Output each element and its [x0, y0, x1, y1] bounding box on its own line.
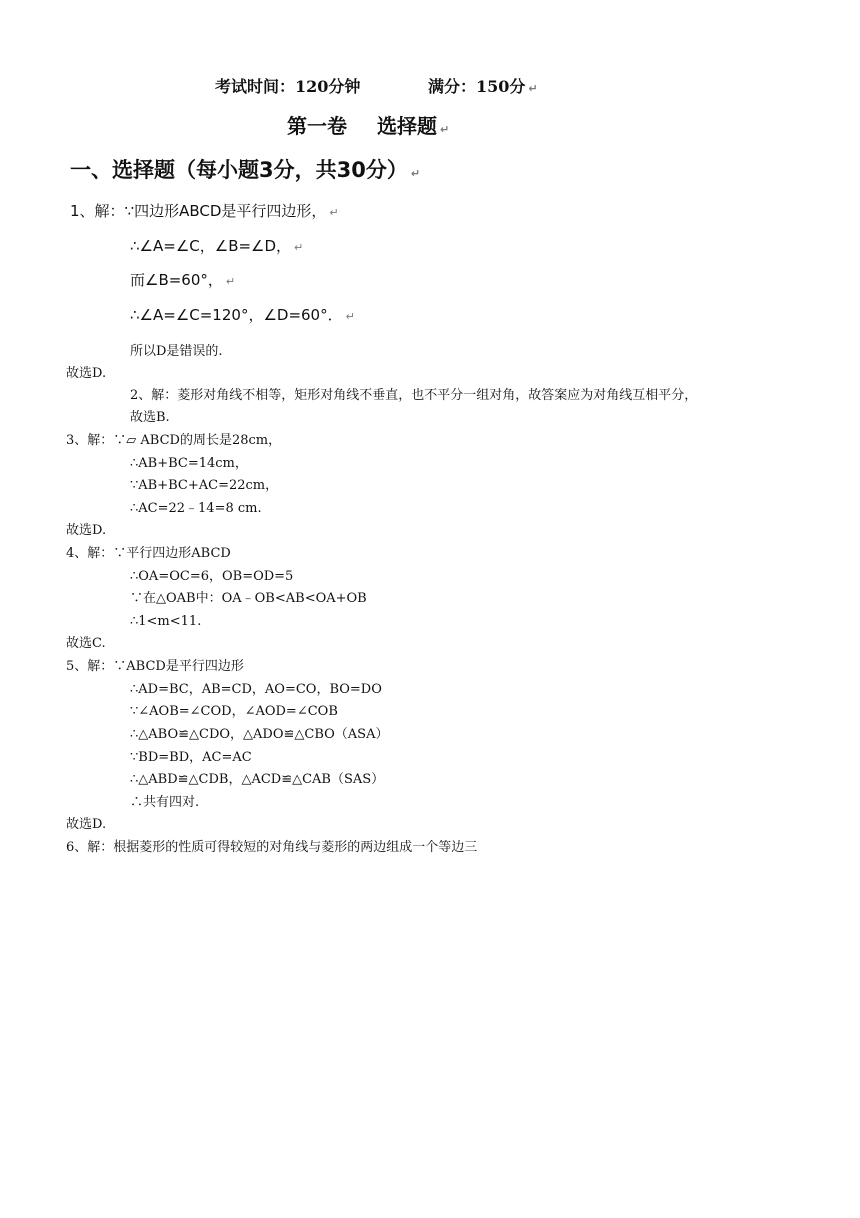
q3-line-3 [130, 479, 278, 492]
q5-line-1-text: 5、解：∵ABCD是平行四边形 [66, 659, 244, 674]
q1-line-5-text: 所以D是错误的. [130, 344, 223, 359]
section-title-text: 一、选择题（每小题3分，共30分） [70, 158, 408, 182]
q4-line-4 [130, 615, 201, 628]
q4-answer [66, 637, 106, 650]
q1-line-4-text: ∴∠A=∠C=120°，∠D=60°． [130, 306, 343, 324]
paragraph-mark-icon: ↵ [528, 82, 538, 95]
full-score-text: 满分：150分 [428, 77, 526, 96]
q3-answer-text: 故选D. [66, 523, 107, 538]
q4-line-1-text: 4、解：∵平行四边形ABCD [66, 546, 231, 561]
paragraph-mark-icon: ↵ [410, 167, 421, 180]
q5-line-4-text: ∴△ABO≌△CDO，△ADO≌△CBO（ASA） [130, 727, 389, 742]
section-title [70, 160, 420, 181]
q5-line-6-text: ∴△ABD≌△CDB，△ACD≌△CAB（SAS） [130, 772, 385, 787]
q1-line-4 [130, 308, 355, 323]
q3-line-4-text: ∴AC=22﹣14=8 cm. [130, 501, 262, 516]
q2-answer [130, 411, 170, 424]
q5-line-7 [130, 796, 199, 809]
q1-line-3-text: 而∠B=60°， [130, 271, 223, 289]
q3-answer [66, 524, 106, 537]
volume-title-text: 第一卷 [287, 114, 347, 138]
q6-line-1 [66, 841, 477, 854]
q4-line-2-text: ∴OA=OC=6，OB=OD=5 [130, 569, 294, 584]
q5-line-7-text: ∴共有四对. [130, 795, 200, 810]
q6-line-1-text: 6、解：根据菱形的性质可得较短的对角线与菱形的两边组成一个等边三 [66, 840, 478, 855]
q1-line-5 [130, 345, 223, 358]
q5-line-2 [130, 683, 382, 696]
q4-line-4-text: ∴1<m<11. [130, 614, 202, 629]
q5-line-2-text: ∴AD=BC，AB=CD，AO=CO，BO=DO [130, 682, 382, 697]
q2-answer-text: 故选B. [130, 410, 170, 425]
q3-line-4 [130, 502, 262, 515]
q1-line-1-text: 1、解：∵四边形ABCD是平行四边形， [70, 202, 327, 220]
paragraph-mark-icon: ↵ [345, 310, 355, 323]
q5-answer [66, 818, 106, 831]
q5-answer-text: 故选D. [66, 817, 107, 832]
q5-line-5-text: ∵BD=BD，AC=AC [130, 750, 252, 765]
exam-time [215, 79, 360, 95]
q2-line-1 [130, 389, 697, 402]
exam-time-text: 考试时间：120分钟 [215, 77, 361, 96]
q4-line-2 [130, 570, 293, 583]
q4-answer-text: 故选C. [66, 636, 106, 651]
q3-line-3-text: ∵AB+BC+AC=22cm， [130, 478, 279, 493]
q3-line-2 [130, 457, 248, 470]
q5-line-3-text: ∵∠AOB=∠COD，∠AOD=∠COB [130, 704, 338, 719]
q3-line-1 [66, 434, 281, 447]
full-score [428, 79, 538, 95]
paragraph-mark-icon: ↵ [329, 206, 339, 219]
paragraph-mark-icon: ↵ [294, 241, 304, 254]
volume-subtitle-text: 选择题 [377, 114, 437, 138]
q5-line-3 [130, 705, 338, 718]
q1-line-1 [70, 204, 339, 219]
q4-line-1 [66, 547, 231, 560]
q1-line-2-text: ∴∠A=∠C，∠B=∠D， [130, 237, 292, 255]
q1-line-2 [130, 239, 303, 254]
q3-line-1-text: 3、解：∵▱ ABCD的周长是28cm， [66, 433, 282, 448]
q1-answer [66, 367, 106, 380]
q4-line-3 [130, 592, 367, 605]
q1-answer-text: 故选D. [66, 366, 107, 381]
paragraph-mark-icon: ↵ [225, 275, 236, 288]
q1-line-3 [130, 273, 235, 288]
q4-line-3-text: ∵在△OAB中：OA﹣OB<AB<OA+OB [130, 591, 367, 606]
paragraph-mark-icon: ↵ [440, 123, 450, 136]
q5-line-5 [130, 751, 252, 764]
q5-line-4 [130, 728, 388, 741]
q5-line-6 [130, 773, 384, 786]
q5-line-1 [66, 660, 244, 673]
q3-line-2-text: ∴AB+BC=14cm， [130, 456, 248, 471]
volume-title [287, 116, 449, 136]
q2-line-1-text: 2、解：菱形对角线不相等，矩形对角线不垂直，也不平分一组对角，故答案应为对角线互相平分， [130, 388, 698, 403]
